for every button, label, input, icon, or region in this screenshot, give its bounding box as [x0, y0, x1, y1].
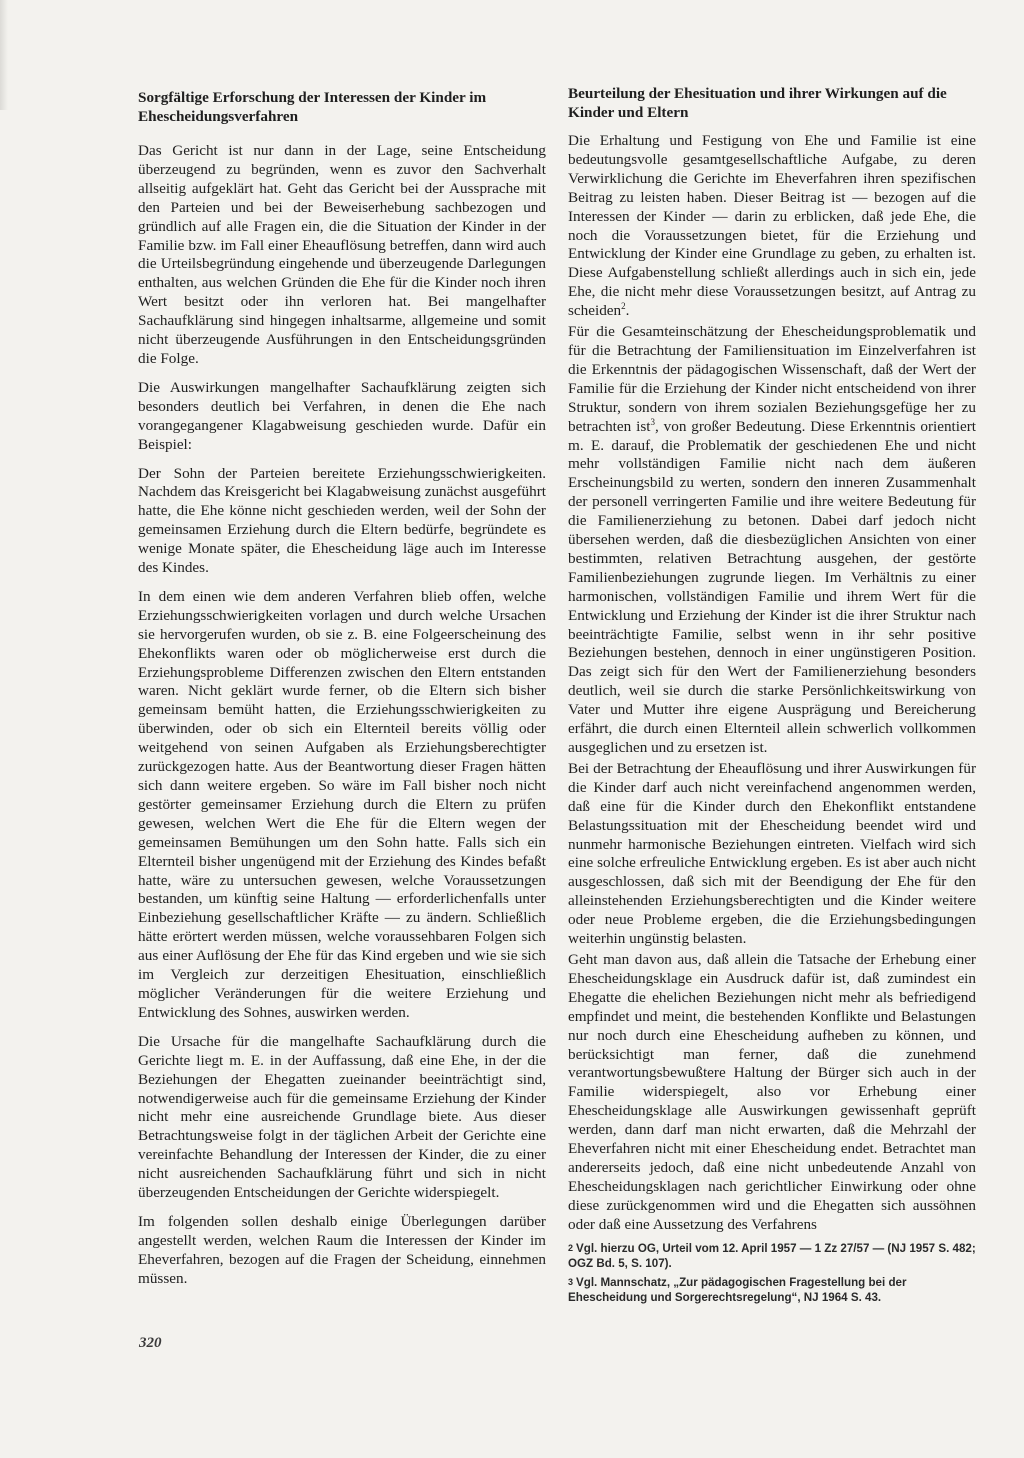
- right-paragraph-4: Geht man davon aus, daß allein die Tatsache der Erhebung einer Ehescheidungsklage ein Ausdruck dafür ist, daß zumindest ein Ehegatte die ehelichen Beziehungen nicht mehr als befriedigend empfindet und meint, die bestehenden Konflikte und Belastungen nur noch durch eine Ehescheidung aufheben zu können, und berücksichtigt man ferner, daß die zunehmend verantwortungsbewußtere Haltung der Bürger sich auch in der Familie widerspiegelt, also vor Erhebung einer Ehescheidungsklage alle Auswirkungen gewissenhaft geprüft werden, dann darf man nicht erwarten, daß die Mehrzahl der Eheverfahren nicht mit einer Ehescheidung endet. Betrachtet man andererseits jedoch, daß eine nicht unbedeutende Anzahl von Ehescheidungsklagen nach gerichtlicher Einwirkung oder ohne diese zurückgenommen wird und die Ehegatten sich aussöhnen oder daß eine Aussetzung des Verfahrens: [568, 950, 976, 1233]
- footnote-ref-3: 3: [650, 416, 655, 427]
- right-paragraph-2-rest: , von großer Bedeutung. Diese Erkenntnis orientiert m. E. darauf, die Problematik der geschiedenen Ehe und nicht mehr vollständigen Familie nicht nach dem äußeren Erscheinungsbild zu werten, sondern den inneren Zusammenhalt der personell verringerten Familie und ihre weitere Bedeutung für die Familienerziehung zu betonen. Dabei darf jedoch nicht übersehen werden, daß die diesbezüglichen Ansichten von einer bestimmten, relativen Betrachtung ausgehen, der gestörte Familienbeziehungen zugrunde liegen. Im Verhältnis zu einer harmonischen, vollständigen Familie und ihrem Wert für die Entwicklung und Erziehung der Kinder ist die ihrer Struktur nach beeinträchtigte Familie, selbst wenn in ihr sehr positive Beziehungen bestehen, dennoch in einer ungünstigeren Position. Das zeigt sich für den Wert der Familienerziehung besonders deutlich, weil sie durch die starke Persönlichkeitswirkung von Vater und Mutter ihre eigene Ausprägung und Bereicherung erfährt, die durch einen Elternteil allein schwerlich vollkommen ausgeglichen und zu ersetzen ist.: [568, 417, 977, 756]
- footnote-mark: 3: [568, 1276, 574, 1287]
- right-section-heading: Beurteilung der Ehesituation und ihrer Wirkungen auf die Kinder und Eltern: [568, 85, 947, 121]
- left-paragraph-6: Im folgenden sollen deshalb einige Überlegungen darüber angestellt werden, welchen Raum die Interessen der Kinder im Eheverfahren, bezogen auf die Fragen der Scheidung, einnehmen müssen.: [138, 1212, 546, 1287]
- right-paragraph-1: [568, 132, 976, 321]
- right-column: [568, 84, 976, 1309]
- footnote-text: Vgl. hierzu OG, Urteil vom 12. April 1957 — 1 Zz 27/57 — (NJ 1957 S. 482; OGZ Bd. 5, S. 107).: [568, 1241, 976, 1270]
- footnote-text: Vgl. Mannschatz, „Zur pädagogischen Fragestellung bei der Ehescheidung und Sorgerechtsregelung“, NJ 1964 S. 43.: [568, 1275, 907, 1304]
- left-paragraph-3: Der Sohn der Parteien bereitete Erziehungsschwierigkeiten. Nachdem das Kreisgericht bei Klagabweisung zunächst ausgeführt hatte, die Ehe könne nicht geschieden werden, weil der Sohn der gemeinsamen Erziehung durch die Eltern bedürfe, begründete es wenige Monate später, die Ehescheidung läge auch im Interesse des Kindes.: [138, 464, 546, 577]
- right-paragraph-2-text: Für die Gesamteinschätzung der Ehescheidungsproblematik und für die Betrachtung der Familiensituation im Einzelverfahren ist die Erkenntnis der pädagogischen Wissenschaft, daß der Wert der Familie für die Erziehung der Kinder nicht entscheidend von ihrer Struktur, sondern von ihrem sozialen Beziehungsgefüge her zu betrachten ist: [568, 323, 976, 435]
- footnote-3: [568, 1275, 976, 1305]
- footnotes: [568, 1241, 976, 1305]
- right-paragraph-3: Bei der Betrachtung der Eheauflösung und ihrer Auswirkungen für die Kinder darf auch nicht vereinfachend angenommen werden, daß eine für die Kinder durch den Ehekonflikt entstandene Belastungssituation mit der Ehescheidung beendet wird und nunmehr harmonische Beziehungen eintreten. Vielfach wird sich eine solche erfreuliche Entwicklung ergeben. Es ist aber auch nicht ausgeschlossen, daß sich mit der Beendigung der Ehe für den alleinstehenden Erziehungsberechtigten und die Kinder weitere oder neue Probleme ergeben, die die Erziehungsbedingungen weiterhin ungünstig belasten.: [568, 759, 976, 948]
- right-paragraph-1-text: Die Erhaltung und Festigung von Ehe und Familie ist eine bedeutungsvolle gesamtgesellschaftliche Aufgabe, zu deren Verwirklichung die Gerichte im Eheverfahren ihren spezifischen Beitrag zu leisten haben. Dieser Beitrag ist — bezogen auf die Interessen der Kinder — darin zu erblicken, daß jede Ehe, die noch die Voraussetzungen bietet, für die Erziehung und Entwicklung der Kinder eine Grundlage zu geben, zu erhalten ist. Diese Aufgabenstellung schließt allerdings auch in sich ein, jede Ehe, die nicht mehr diese Voraussetzungen besitzt, auf Antrag zu scheiden: [568, 132, 976, 320]
- left-paragraph-2: Die Auswirkungen mangelhafter Sachaufklärung zeigten sich besonders deutlich bei Verfahren, in denen die Ehe nach vorangegangener Klagabweisung geschieden wurde. Dafür ein Beispiel:: [138, 378, 546, 453]
- page-number: 320: [139, 1335, 162, 1351]
- footnote-2: [568, 1241, 976, 1271]
- left-column: [138, 84, 546, 1299]
- right-paragraph-1-end: .: [625, 302, 630, 320]
- left-paragraph-4: In dem einen wie dem anderen Verfahren blieb offen, welche Erziehungsschwierigkeiten vorlagen und durch welche Ursachen sie hervorgerufen wurden, ob sie z. B. eine Folgeerscheinung des Ehekonflikts waren oder ob möglicherweise erst durch die Erziehungsprobleme Differenzen zwischen den Eltern entstanden waren. Nicht geklärt wurde ferner, ob die Eltern sich bisher gemeinsam bemüht hatten, die Erziehungsschwierigkeiten zu überwinden, oder ob sich ein Elternteil bereits völlig oder weitgehend von seinen Aufgaben als Erziehungsberechtigter zurückgezogen hatte. Aus der Beantwortung dieser Fragen hätten sich dann weitere ergeben. So wäre im Fall bisher noch nicht gestörter gemeinsamer Erziehung durch die Eltern zu prüfen gewesen, welchen Wert die Ehe für die Eltern wegen der gemeinsamen Bemühungen um den Sohn hatte. Falls sich ein Elternteil bisher ungenügend mit der Erziehung des Kindes befaßt hatte, wäre zu untersuchen gewesen, welche Voraussetzungen bestanden, um künftig seine Haltung — erforderlichenfalls unter Einbeziehung gesellschaftlicher Kräfte — zu ändern. Schließlich hätte erörtert werden müssen, welche voraussehbaren Folgen sich aus einer Auflösung der Ehe für das Kind ergeben und wie sie sich im Vergleich zur derzeitigen Ehesituation, einschließlich möglicher Veränderungen für die weitere Erziehung und Entwicklung des Sohnes, auswirken werden.: [138, 587, 546, 1021]
- left-section-heading: Sorgfältige Erforschung der Interessen der Kinder im Ehescheidungsverfahren: [138, 89, 487, 125]
- left-paragraph-5: Die Ursache für die mangelhafte Sachaufklärung durch die Gerichte liegt m. E. in der Auffassung, daß eine Ehe, in der die Beziehungen der Ehegatten zueinander beeinträchtigt sind, notwendigerweise auch für die gemeinsame Erziehung der Kinder nicht mehr eine ausreichende Grundlage biete. Aus dieser Betrachtungsweise folgt in der täglichen Arbeit der Gerichte eine vereinfachte Behandlung der Interessen der Kinder, die zu einer nicht ausreichenden Sachaufklärung führt und sich in nicht überzeugenden Entscheidungen der Gerichte widerspiegelt.: [138, 1032, 546, 1202]
- scan-edge-shadow: [0, 0, 8, 110]
- footnote-ref-2: 2: [621, 301, 626, 312]
- right-paragraph-2: [568, 323, 976, 758]
- left-paragraph-1: Das Gericht ist nur dann in der Lage, seine Entscheidung überzeugend zu begründen, wenn es zuvor den Sachverhalt allseitig aufgeklärt hat. Geht das Gericht bei der Aussprache mit den Parteien und bei der Beweiserhebung sachbezogen und gründlich auf alle Fragen ein, die die Situation der Kinder in der Familie bzw. im Fall einer Eheauflösung betreffen, dann wird auch die Urteilsbegründung eingehende und überzeugende Darlegungen enthalten, aus welchen Gründen die Ehe für die Kinder noch ihren Wert besitzt oder ihn verloren hat. Bei mangelhafter Sachaufklärung sind hingegen inhaltsarme, allgemeine und somit nicht überzeugende Ausführungen in den Entscheidungsgründen die Folge.: [138, 142, 546, 367]
- footnote-mark: 2: [568, 1242, 574, 1253]
